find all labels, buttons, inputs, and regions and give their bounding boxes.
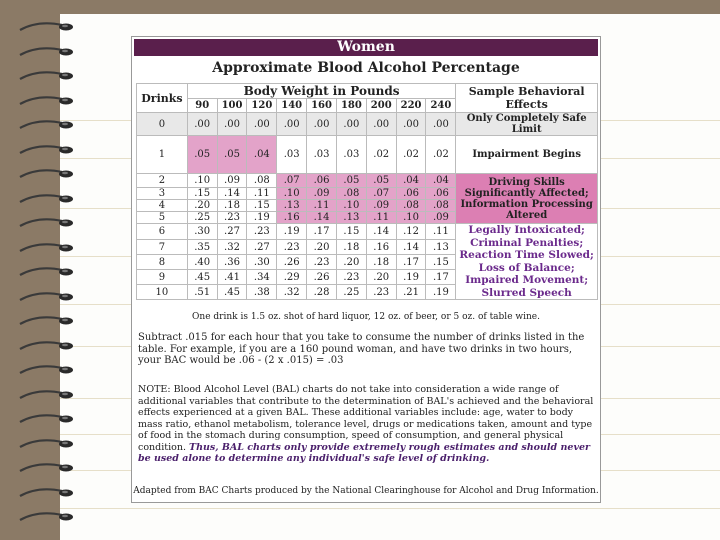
- disclaimer-main: NOTE: Blood Alcohol Level (BAL) charts do not take into consideration a wide range of additional variables that contribute to the determination of BAL's achieved and the behavioral effects experienced at a given BAL. These additional variables include: age, water to body mass ratio, ethanol metabolism, tolerance level, drugs or medications taken, amount and type of food in the stomach during consumption, speed of consumption, and general physical condition.: [138, 384, 594, 453]
- bac-value-cell: .45: [217, 285, 247, 300]
- spiral-coil-icon: [18, 267, 74, 277]
- bac-value-cell: .07: [366, 188, 396, 200]
- spiral-coil-icon: [18, 120, 74, 130]
- disclaimer-note: [138, 384, 596, 465]
- bac-value-cell: .17: [426, 270, 456, 285]
- bac-value-cell: .06: [307, 174, 337, 188]
- drinks-cell: 4: [137, 200, 188, 212]
- bac-value-cell: .02: [426, 136, 456, 174]
- bac-value-cell: .41: [217, 270, 247, 285]
- bac-value-cell: .38: [247, 285, 277, 300]
- weight-col-header: 140: [277, 99, 307, 113]
- bac-value-cell: .35: [187, 240, 217, 255]
- bac-value-cell: .15: [336, 224, 366, 240]
- bac-value-cell: .25: [187, 212, 217, 224]
- bac-value-cell: .05: [217, 136, 247, 174]
- bac-value-cell: .45: [187, 270, 217, 285]
- spiral-coil-icon: [18, 194, 74, 204]
- spiral-coil-icon: [18, 22, 74, 32]
- spiral-coil-icon: [18, 390, 74, 400]
- effect-cell-e0: Only Completely Safe Limit: [456, 113, 598, 136]
- bac-value-cell: .00: [426, 113, 456, 136]
- bac-value-cell: .09: [366, 200, 396, 212]
- bac-value-cell: .11: [247, 188, 277, 200]
- bac-table: [136, 83, 598, 300]
- bac-value-cell: .03: [277, 136, 307, 174]
- spiral-coil-icon: [18, 512, 74, 522]
- page-rule: [60, 508, 720, 509]
- bac-value-cell: .17: [396, 255, 426, 270]
- spiral-coil-icon: [18, 316, 74, 326]
- bac-value-cell: .00: [366, 113, 396, 136]
- bac-value-cell: .00: [307, 113, 337, 136]
- bac-value-cell: .02: [366, 136, 396, 174]
- weight-col-header: 100: [217, 99, 247, 113]
- drinks-header: Drinks: [137, 84, 188, 113]
- bac-value-cell: .27: [247, 240, 277, 255]
- bac-value-cell: .13: [426, 240, 456, 255]
- bac-value-cell: .16: [277, 212, 307, 224]
- spiral-coil-icon: [18, 71, 74, 81]
- bac-value-cell: .20: [336, 255, 366, 270]
- spiral-coil-icon: [18, 463, 74, 473]
- table-row: [137, 113, 598, 136]
- bac-value-cell: .26: [277, 255, 307, 270]
- bac-value-cell: .03: [336, 136, 366, 174]
- bac-value-cell: .14: [366, 224, 396, 240]
- bac-value-cell: .08: [426, 200, 456, 212]
- bac-value-cell: .23: [336, 270, 366, 285]
- bac-value-cell: .20: [187, 200, 217, 212]
- subtract-note: Subtract .015 for each hour that you take to consume the number of drinks listed in the table. For example, if you are a 160 pound woman, and have two drinks in two hours, your BAC would be .06 - (2 x .015) = .03: [138, 332, 585, 366]
- bac-value-cell: .16: [366, 240, 396, 255]
- bac-value-cell: .29: [277, 270, 307, 285]
- bac-value-cell: .04: [426, 174, 456, 188]
- bac-value-cell: .19: [247, 212, 277, 224]
- bac-value-cell: .10: [336, 200, 366, 212]
- source-note: Adapted from BAC Charts produced by the National Clearinghouse for Alcohol and Drug Information.: [133, 486, 599, 496]
- bac-value-cell: .06: [396, 188, 426, 200]
- bac-value-cell: .09: [426, 212, 456, 224]
- bac-value-cell: .00: [396, 113, 426, 136]
- spiral-coil-icon: [18, 218, 74, 228]
- bac-value-cell: .05: [336, 174, 366, 188]
- table-row: [137, 136, 598, 174]
- bac-value-cell: .06: [426, 188, 456, 200]
- bac-value-cell: .18: [366, 255, 396, 270]
- bac-value-cell: .15: [187, 188, 217, 200]
- women-header: Women: [134, 39, 598, 56]
- chart-subtitle: Approximate Blood Alcohol Percentage: [212, 60, 520, 76]
- bac-value-cell: .13: [336, 212, 366, 224]
- bac-value-cell: .05: [366, 174, 396, 188]
- bac-value-cell: .17: [307, 224, 337, 240]
- weight-col-header: 220: [396, 99, 426, 113]
- bac-value-cell: .04: [247, 136, 277, 174]
- bac-value-cell: .20: [307, 240, 337, 255]
- bac-value-cell: .36: [217, 255, 247, 270]
- bac-value-cell: .07: [277, 174, 307, 188]
- bac-value-cell: .26: [307, 270, 337, 285]
- bac-value-cell: .09: [217, 174, 247, 188]
- bac-value-cell: .30: [187, 224, 217, 240]
- table-row: [137, 224, 598, 240]
- drinks-cell: 5: [137, 212, 188, 224]
- weight-col-header: 200: [366, 99, 396, 113]
- bac-value-cell: .21: [396, 285, 426, 300]
- bac-value-cell: .20: [366, 270, 396, 285]
- drinks-cell: 8: [137, 255, 188, 270]
- spiral-coil-icon: [18, 243, 74, 253]
- spiral-coil-icon: [18, 145, 74, 155]
- effect-cell-e1: Impairment Begins: [456, 136, 598, 174]
- bac-value-cell: .32: [277, 285, 307, 300]
- bac-value-cell: .08: [247, 174, 277, 188]
- spiral-coil-icon: [18, 96, 74, 106]
- weight-header: Body Weight in Pounds: [187, 84, 456, 99]
- bac-value-cell: .12: [396, 224, 426, 240]
- bac-value-cell: .51: [187, 285, 217, 300]
- bac-value-cell: .15: [247, 200, 277, 212]
- bac-value-cell: .18: [217, 200, 247, 212]
- disclaimer-emphasis: Thus, BAL charts only provide extremely rough estimates and should never be used alone to determine any individual's safe level of drinking.: [138, 441, 591, 464]
- bac-value-cell: .23: [307, 255, 337, 270]
- bac-value-cell: .05: [187, 136, 217, 174]
- bac-value-cell: .23: [217, 212, 247, 224]
- bac-value-cell: .08: [336, 188, 366, 200]
- bac-value-cell: .30: [247, 255, 277, 270]
- bac-value-cell: .09: [307, 188, 337, 200]
- bac-value-cell: .02: [396, 136, 426, 174]
- bac-value-cell: .23: [247, 224, 277, 240]
- bac-value-cell: .25: [336, 285, 366, 300]
- bac-value-cell: .19: [277, 224, 307, 240]
- spiral-coil-icon: [18, 292, 74, 302]
- drinks-cell: 10: [137, 285, 188, 300]
- spiral-coil-icon: [18, 365, 74, 375]
- bac-value-cell: .00: [217, 113, 247, 136]
- bac-chart-card: [131, 36, 601, 503]
- bac-value-cell: .19: [396, 270, 426, 285]
- bac-value-cell: .10: [396, 212, 426, 224]
- bac-value-cell: .11: [366, 212, 396, 224]
- bac-value-cell: .23: [277, 240, 307, 255]
- weight-col-header: 90: [187, 99, 217, 113]
- table-row: [137, 174, 598, 188]
- bac-value-cell: .08: [396, 200, 426, 212]
- drinks-cell: 2: [137, 174, 188, 188]
- bac-value-cell: .00: [336, 113, 366, 136]
- spiral-coil-icon: [18, 169, 74, 179]
- bac-value-cell: .00: [187, 113, 217, 136]
- bac-value-cell: .14: [396, 240, 426, 255]
- bac-value-cell: .14: [217, 188, 247, 200]
- spiral-coil-icon: [18, 439, 74, 449]
- drinks-cell: 3: [137, 188, 188, 200]
- bac-value-cell: .04: [396, 174, 426, 188]
- bac-value-cell: .27: [217, 224, 247, 240]
- drinks-cell: 6: [137, 224, 188, 240]
- bac-value-cell: .18: [336, 240, 366, 255]
- bac-value-cell: .28: [307, 285, 337, 300]
- bac-value-cell: .14: [307, 212, 337, 224]
- bac-value-cell: .15: [426, 255, 456, 270]
- bac-value-cell: .00: [277, 113, 307, 136]
- bac-value-cell: .40: [187, 255, 217, 270]
- bac-value-cell: .10: [187, 174, 217, 188]
- weight-col-header: 240: [426, 99, 456, 113]
- weight-col-header: 180: [336, 99, 366, 113]
- drinks-cell: 0: [137, 113, 188, 136]
- drinks-cell: 7: [137, 240, 188, 255]
- spiral-coil-icon: [18, 341, 74, 351]
- bac-value-cell: .32: [217, 240, 247, 255]
- effect-cell-e2: Driving Skills Significantly Affected; Information Processing Altered: [456, 174, 598, 224]
- bac-value-cell: .10: [277, 188, 307, 200]
- bac-value-cell: .13: [277, 200, 307, 212]
- bac-value-cell: .11: [307, 200, 337, 212]
- bac-value-cell: .19: [426, 285, 456, 300]
- weight-col-header: 120: [247, 99, 277, 113]
- bac-value-cell: .11: [426, 224, 456, 240]
- effects-header: Sample Behavioral Effects: [456, 84, 598, 113]
- drinks-cell: 1: [137, 136, 188, 174]
- weight-col-header: 160: [307, 99, 337, 113]
- spiral-coil-icon: [18, 488, 74, 498]
- bac-value-cell: .03: [307, 136, 337, 174]
- drinks-cell: 9: [137, 270, 188, 285]
- effect-cell-e3: Legally Intoxicated; Criminal Penalties; Reaction Time Slowed; Loss of Balance; Impaired Movement; Slurred Speech: [456, 224, 598, 300]
- bac-value-cell: .34: [247, 270, 277, 285]
- spiral-coil-icon: [18, 414, 74, 424]
- bac-value-cell: .23: [366, 285, 396, 300]
- one-drink-note: One drink is 1.5 oz. shot of hard liquor, 12 oz. of beer, or 5 oz. of table wine.: [192, 312, 540, 322]
- bac-value-cell: .00: [247, 113, 277, 136]
- spiral-coil-icon: [18, 47, 74, 57]
